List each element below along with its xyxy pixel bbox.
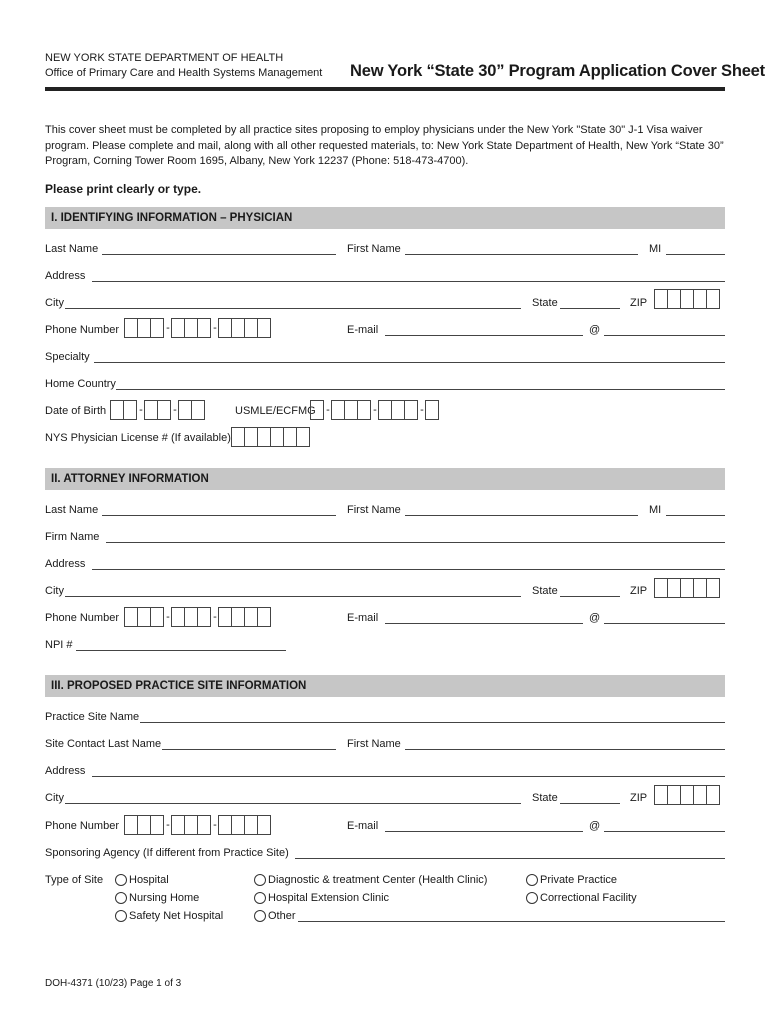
- section-2-header: [45, 468, 725, 490]
- site-state-field[interactable]: [560, 803, 620, 804]
- site-address-field[interactable]: [92, 776, 725, 777]
- dob-label: Date of Birth: [45, 405, 107, 417]
- physician-phone-boxes[interactable]: - -: [124, 318, 271, 338]
- attorney-mi-label: MI: [649, 504, 662, 516]
- section-1-title: I. IDENTIFYING INFORMATION – PHYSICIAN: [51, 212, 293, 224]
- license-label: NYS Physician License # (If available): [45, 432, 231, 444]
- site-phone-boxes[interactable]: - -: [124, 815, 271, 835]
- physician-dob-boxes[interactable]: - -: [110, 400, 205, 420]
- attorney-email-label: E-mail: [347, 612, 379, 624]
- radio-private-practice[interactable]: [526, 874, 617, 886]
- physician-last-name-field[interactable]: [102, 254, 336, 255]
- attorney-address-label: Address: [45, 558, 86, 570]
- attorney-last-name-label: Last Name: [45, 504, 99, 516]
- site-email-domain-field[interactable]: [604, 831, 725, 832]
- site-city-field[interactable]: [65, 803, 521, 804]
- attorney-city-label: City: [45, 585, 64, 597]
- firm-name-field[interactable]: [106, 542, 725, 543]
- attorney-zip-label: ZIP: [630, 585, 648, 597]
- physician-mi-field[interactable]: [666, 254, 725, 255]
- section-3-header: [45, 675, 725, 697]
- attorney-first-name-field[interactable]: [405, 515, 638, 516]
- zip-label: ZIP: [630, 297, 648, 309]
- form-footer: DOH-4371 (10/23) Page 1 of 3: [45, 978, 182, 989]
- other-type-field[interactable]: [298, 921, 725, 922]
- physician-home-country-field[interactable]: [116, 389, 725, 390]
- physician-city-field[interactable]: [65, 308, 521, 309]
- attorney-mi-field[interactable]: [666, 515, 725, 516]
- radio-other[interactable]: [254, 910, 296, 922]
- site-email-label: E-mail: [347, 820, 379, 832]
- mi-label: MI: [649, 243, 662, 255]
- last-name-label: Last Name: [45, 243, 99, 255]
- section-1-header: [45, 207, 725, 229]
- site-contact-first-name-field[interactable]: [405, 749, 725, 750]
- site-zip-boxes[interactable]: [654, 785, 720, 805]
- physician-state-field[interactable]: [560, 308, 620, 309]
- radio-correctional-facility[interactable]: [526, 892, 637, 904]
- sponsoring-agency-label: Sponsoring Agency (If different from Practice Site): [45, 847, 289, 859]
- radio-hospital-extension-clinic[interactable]: [254, 892, 389, 904]
- license-boxes[interactable]: [231, 427, 310, 447]
- type-of-site-label: Type of Site: [45, 874, 104, 886]
- attorney-city-field[interactable]: [65, 596, 521, 597]
- attorney-phone-boxes[interactable]: - -: [124, 607, 271, 627]
- physician-zip-boxes[interactable]: [654, 289, 720, 309]
- radio-other-label: Other: [268, 910, 296, 922]
- radio-hospital-extension-clinic-label: Hospital Extension Clinic: [268, 892, 390, 904]
- radio-safety-net-hospital[interactable]: [115, 910, 223, 922]
- attorney-email-user-field[interactable]: [385, 623, 583, 624]
- radio-hospital-label: Hospital: [129, 874, 169, 886]
- phone-label: Phone Number: [45, 324, 119, 336]
- attorney-phone-label: Phone Number: [45, 612, 119, 624]
- site-phone-label: Phone Number: [45, 820, 119, 832]
- radio-diagnostic-treatment-center-label: Diagnostic & treatment Center (Health Clinic): [268, 874, 488, 886]
- specialty-label: Specialty: [45, 351, 90, 363]
- radio-correctional-facility-label: Correctional Facility: [540, 892, 637, 904]
- physician-email-user-field[interactable]: [385, 335, 583, 336]
- site-contact-first-name-label: First Name: [347, 738, 401, 750]
- department-name: NEW YORK STATE DEPARTMENT OF HEALTH: [45, 52, 284, 64]
- attorney-state-label: State: [532, 585, 558, 597]
- site-at-sign: @: [589, 820, 601, 832]
- site-address-label: Address: [45, 765, 86, 777]
- attorney-first-name-label: First Name: [347, 504, 401, 516]
- site-zip-label: ZIP: [630, 792, 648, 804]
- site-state-label: State: [532, 792, 558, 804]
- npi-field[interactable]: [76, 650, 286, 651]
- print-instruction: Please print clearly or type.: [45, 182, 202, 196]
- email-label: E-mail: [347, 324, 379, 336]
- section-3-title: III. PROPOSED PRACTICE SITE INFORMATION: [51, 680, 307, 692]
- firm-name-label: Firm Name: [45, 531, 100, 543]
- usmle-label: USMLE/ECFMG: [235, 405, 316, 417]
- site-email-user-field[interactable]: [385, 831, 583, 832]
- attorney-at-sign: @: [589, 612, 601, 624]
- usmle-ecfmg-boxes[interactable]: - - -: [310, 400, 439, 420]
- npi-label: NPI #: [45, 639, 73, 651]
- physician-email-domain-field[interactable]: [604, 335, 725, 336]
- site-city-label: City: [45, 792, 64, 804]
- office-name: Office of Primary Care and Health Systems Management: [45, 67, 323, 79]
- header-rule: [45, 87, 725, 91]
- site-contact-last-name-field[interactable]: [162, 749, 336, 750]
- radio-nursing-home-label: Nursing Home: [129, 892, 200, 904]
- first-name-label: First Name: [347, 243, 401, 255]
- radio-nursing-home[interactable]: [115, 892, 199, 904]
- attorney-last-name-field[interactable]: [102, 515, 336, 516]
- attorney-address-field[interactable]: [92, 569, 725, 570]
- radio-hospital[interactable]: [115, 874, 169, 886]
- page-title: New York “State 30” Program Application Cover Sheet: [350, 62, 765, 80]
- attorney-state-field[interactable]: [560, 596, 620, 597]
- home-country-label: Home Country: [45, 378, 116, 390]
- practice-site-name-label: Practice Site Name: [45, 711, 140, 723]
- state-label: State: [532, 297, 558, 309]
- radio-safety-net-hospital-label: Safety Net Hospital: [129, 910, 224, 922]
- section-2-title: II. ATTORNEY INFORMATION: [51, 473, 209, 485]
- at-sign: @: [589, 324, 601, 336]
- radio-private-practice-label: Private Practice: [540, 874, 618, 886]
- intro-text: This cover sheet must be completed by all practice sites proposing to employ physicians under the New York "State 30" J-1 Visa waiver program. Please complete and mail, along with all other requested materials, to: New York State Department of Health, New York “State 30” Program, Corning Tower Room 1695, Albany, New York 12237 (Phone: 518-473-4700).: [45, 124, 724, 167]
- practice-site-name-field[interactable]: [140, 722, 725, 723]
- physician-specialty-field[interactable]: [94, 362, 725, 363]
- physician-address-field[interactable]: [92, 281, 725, 282]
- attorney-zip-boxes[interactable]: [654, 578, 720, 598]
- city-label: City: [45, 297, 64, 309]
- physician-first-name-field[interactable]: [405, 254, 638, 255]
- attorney-email-domain-field[interactable]: [604, 623, 725, 624]
- address-label: Address: [45, 270, 86, 282]
- site-contact-last-name-label: Site Contact Last Name: [45, 738, 162, 750]
- sponsoring-agency-field[interactable]: [295, 858, 725, 859]
- radio-diagnostic-treatment-center[interactable]: [254, 874, 487, 886]
